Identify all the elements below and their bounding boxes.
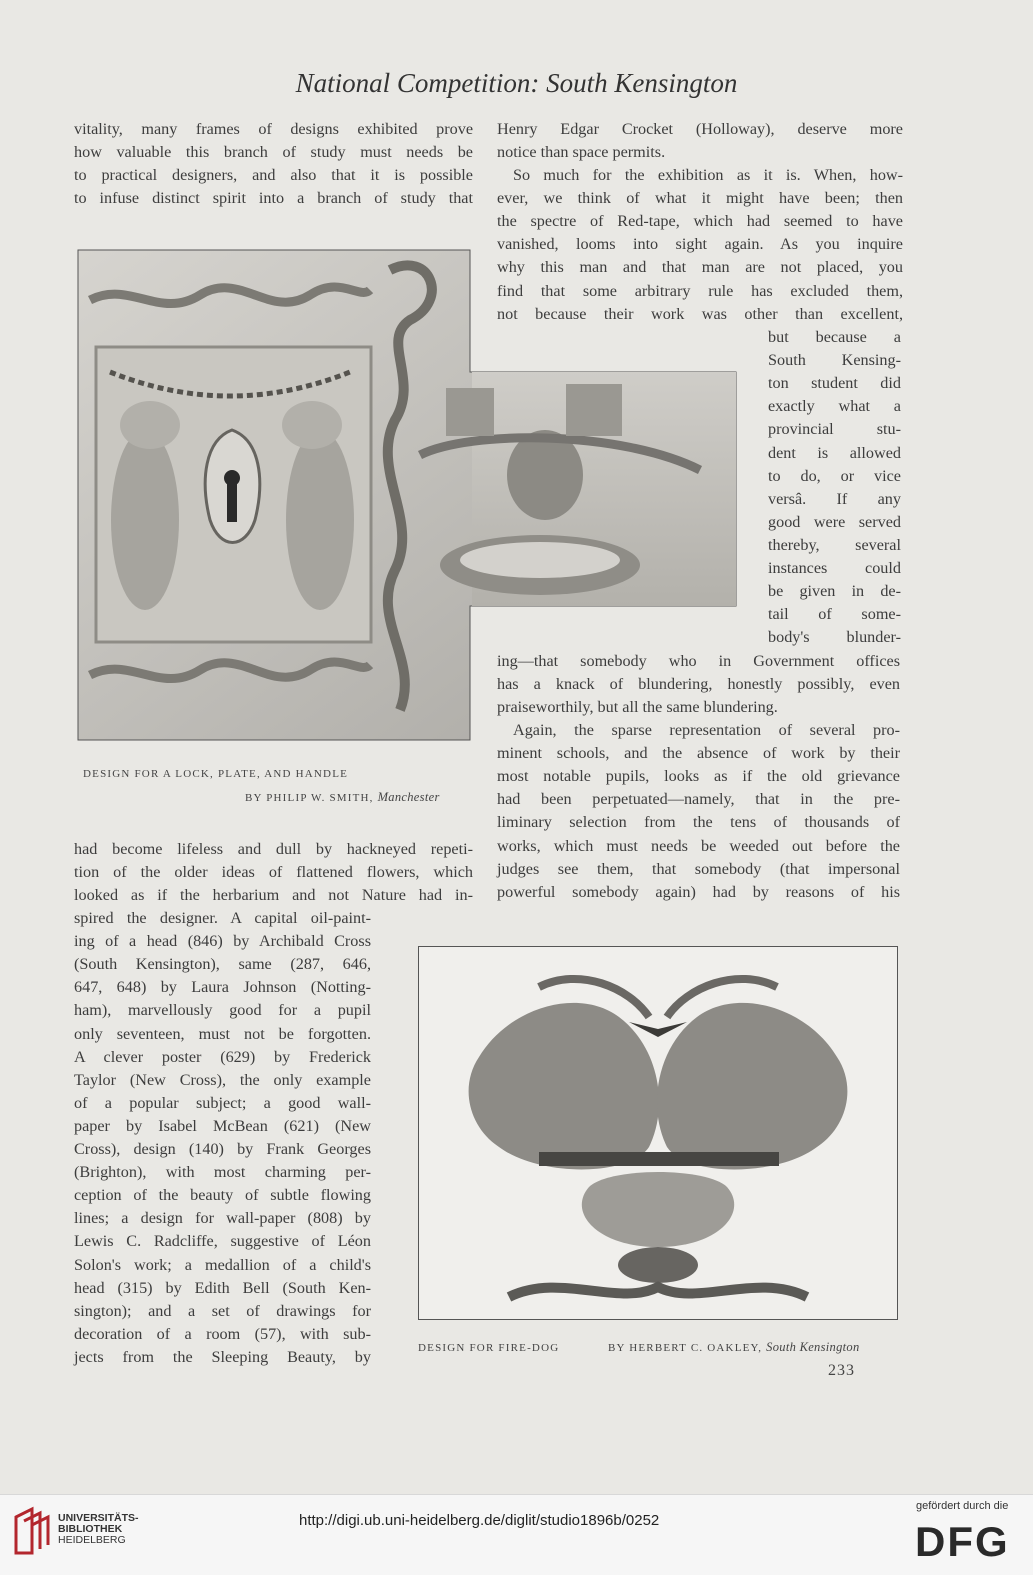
text-line: how valuable this branch of study must needs be — [74, 143, 473, 162]
figure-1-caption-line2 — [245, 790, 440, 805]
text-line: ton student did — [768, 374, 901, 393]
library-line-2: BIBLIOTHEK — [58, 1523, 123, 1535]
text-line: Solon's work; a medallion of a child's — [74, 1255, 371, 1274]
text-line: 647, 648) by Laura Johnson (Notting- — [74, 978, 371, 997]
figure-1-caption-artist: BY PHILIP W. SMITH, — [245, 792, 374, 804]
library-logo-icon — [12, 1505, 52, 1557]
fire-dog-illustration — [419, 947, 897, 1319]
text-line: good were served — [768, 512, 901, 531]
text-line: decoration of a room (57), with sub- — [74, 1324, 371, 1343]
text-line: liminary selection from the tens of thousands of — [497, 813, 900, 832]
library-name — [58, 1513, 139, 1546]
text-line: notice than space permits. — [497, 143, 666, 162]
text-line: most notable pupils, looks as if the old grievance — [497, 767, 900, 786]
figure-2-caption-artist: BY HERBERT C. OAKLEY, — [608, 1342, 763, 1354]
text-line: spired the designer. A capital oil-paint- — [74, 909, 371, 927]
text-line: of a popular subject; a good wall- — [74, 1093, 371, 1112]
text-line: provincial stu- — [768, 420, 901, 439]
text-line: South Kensing- — [768, 351, 901, 370]
text-line: versâ. If any — [768, 489, 901, 508]
figure-1-caption-line1: DESIGN FOR A LOCK, PLATE, AND HANDLE — [83, 768, 349, 780]
text-line: tail of some- — [768, 605, 901, 624]
text-line: powerful somebody again) had by reasons of his — [497, 882, 900, 901]
text-line: to infuse distinct spirit into a branch of study that — [74, 189, 473, 208]
text-line: ever, we think of what it might have been; then — [497, 189, 903, 208]
fire-dog-figure — [418, 946, 898, 1320]
source-url-link[interactable]: http://digi.ub.uni-heidelberg.de/diglit/studio1896b/0252 — [299, 1512, 660, 1529]
text-line: Lewis C. Radcliffe, suggestive of Léon — [74, 1232, 371, 1251]
text-line: minent schools, and the absence of work by their — [497, 744, 900, 763]
text-line: lines; a design for wall-paper (808) by — [74, 1209, 371, 1228]
sponsor-text: gefördert durch die — [916, 1500, 1009, 1512]
text-line: why this man and that man are not placed, you — [497, 258, 903, 277]
text-line: judges see them, that somebody (that impersonal — [497, 859, 900, 878]
text-line: be given in de- — [768, 582, 901, 601]
text-line: ham), marvellously good for a pupil — [74, 1001, 371, 1020]
text-line: body's blunder- — [768, 628, 901, 647]
text-line: only seventeen, must not be forgotten. — [74, 1024, 371, 1043]
figure-2-caption-title: DESIGN FOR FIRE-DOG — [418, 1342, 560, 1354]
text-line: Again, the sparse representation of several pro- — [513, 721, 900, 739]
text-line: but because a — [768, 328, 901, 346]
text-line: instances could — [768, 559, 901, 577]
text-line: ing of a head (846) by Archibald Cross — [74, 932, 371, 951]
running-header: National Competition: South Kensington — [295, 68, 738, 98]
text-line: dent is allowed — [768, 443, 901, 462]
library-line-1: UNIVERSITÄTS- — [58, 1512, 139, 1524]
library-line-3: HEIDELBERG — [58, 1534, 126, 1546]
text-line: find that some arbitrary rule has excluded them, — [497, 281, 903, 300]
text-line: vanished, looms into sight again. As you inquire — [497, 235, 903, 254]
text-line: to practical designers, and also that it is possible — [74, 166, 473, 185]
text-line: exactly what a — [768, 397, 901, 416]
dfg-logo: DFG — [915, 1518, 1010, 1565]
figure-1-caption-place: Manchester — [377, 790, 440, 804]
text-line: had been perpetuated—namely, that in the pre- — [497, 790, 900, 809]
text-line: had become lifeless and dull by hackneyed repeti- — [74, 840, 473, 858]
text-line: jects from the Sleeping Beauty, by — [74, 1347, 371, 1366]
text-line: looked as if the herbarium and not Nature had in- — [74, 886, 473, 905]
figure-2-caption-place: South Kensington — [766, 1340, 860, 1354]
text-line: (South Kensington), same (287, 646, — [74, 955, 371, 974]
text-line: the spectre of Red-tape, which had seemed to have — [497, 212, 903, 231]
text-line: Henry Edgar Crocket (Holloway), deserve more — [497, 120, 903, 138]
text-line: thereby, several — [768, 535, 901, 554]
text-line: Cross), design (140) by Frank Georges — [74, 1140, 371, 1158]
text-line: paper by Isabel McBean (621) (New — [74, 1116, 371, 1135]
page-number: 233 — [828, 1362, 855, 1379]
text-line: not because their work was other than excellent, — [497, 304, 903, 323]
text-line: ception of the beauty of subtle flowing — [74, 1186, 371, 1205]
footer-bar — [0, 1494, 1033, 1575]
text-line: ing—that somebody who in Government offices — [497, 652, 900, 670]
text-line: tion of the older ideas of flattened flowers, which — [74, 863, 473, 882]
text-line: A clever poster (629) by Frederick — [74, 1047, 371, 1066]
text-line: So much for the exhibition as it is. When, how- — [513, 166, 903, 184]
text-line: praiseworthily, but all the same blundering. — [497, 698, 778, 717]
text-line: sington); and a set of drawings for — [74, 1301, 371, 1320]
text-line: works, which must needs be weeded out before the — [497, 836, 900, 855]
text-line: (Brighton), with most charming per- — [74, 1163, 371, 1182]
text-line: vitality, many frames of designs exhibited prove — [74, 120, 473, 138]
text-line: to do, or vice — [768, 466, 901, 485]
text-line: Taylor (New Cross), the only example — [74, 1070, 371, 1089]
text-line: head (315) by Edith Bell (South Ken- — [74, 1278, 371, 1297]
text-line: has a knack of blundering, honestly possibly, even — [497, 675, 900, 694]
figure-2-caption-credit — [608, 1340, 860, 1355]
